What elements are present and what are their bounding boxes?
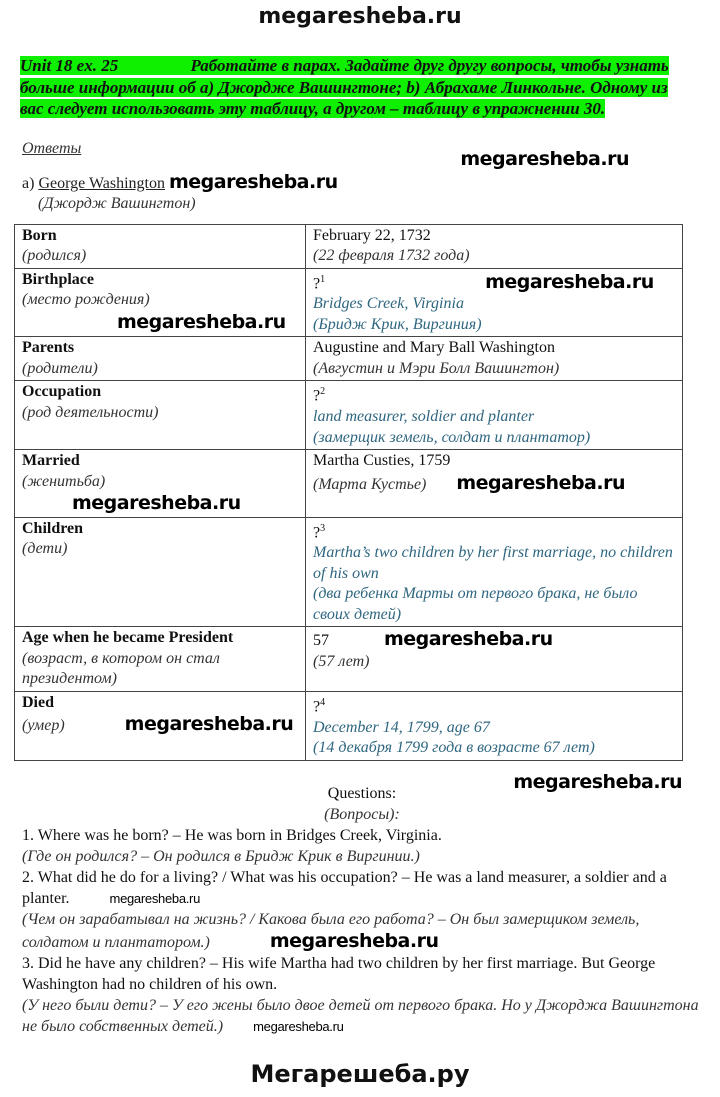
row-value-cell [306, 381, 683, 450]
questions-title-ru: (Вопросы): [324, 805, 400, 823]
row-key: Children [22, 519, 84, 537]
watermark: megaresheba.ru [72, 492, 241, 515]
row-value-ru: (Марта Кустье) [313, 475, 427, 493]
footnote-number: 1 [320, 273, 326, 285]
question-item [22, 867, 702, 953]
subject-prefix: a) [22, 174, 39, 192]
question-mark-text: ? [313, 698, 321, 716]
row-value-cell [306, 337, 683, 381]
table-row [15, 517, 683, 627]
row-value-ru: (22 февраля 1732 года) [313, 247, 470, 264]
row-key-ru: (родители) [22, 359, 98, 377]
task-unit: Unit 18 ex. 25 [20, 56, 119, 75]
biography-table [14, 224, 683, 761]
question-mark-text: ? [313, 523, 321, 541]
watermark: megaresheba.ru [456, 471, 625, 494]
row-value: 57 [313, 632, 329, 650]
task-instructions [20, 55, 695, 120]
row-key-cell [15, 337, 306, 381]
questions-section [22, 770, 702, 1037]
row-value: February 22, 1732 [313, 226, 431, 244]
row-value-ru: (два ребенка Марты от первого брака, не было своих детей) [313, 585, 638, 623]
row-key-cell [15, 517, 306, 627]
question-en: 1. Where was he born? – He was born in Bridges Creek, Virginia. [22, 826, 442, 844]
row-key-ru: (род деятельности) [22, 403, 159, 421]
watermark: megaresheba.ru [460, 147, 629, 170]
table-row [15, 381, 683, 450]
row-key: Occupation [22, 383, 102, 401]
row-key-ru: (дети) [22, 540, 68, 558]
row-key: Born [22, 226, 57, 244]
task-text: Работайте в парах. Задайте друг другу вопросы, чтобы узнать больше информации об a) Джордже Вашингтоне; b) Абрахаме Линкольне. Одному из вас следует использовать эту таблицу, а другом – таблицу в упражнении 30. [20, 56, 669, 118]
footer-brand: Мегарешеба.ру [250, 1059, 470, 1088]
table-row [15, 268, 683, 337]
site-header: megaresheba.ru [258, 4, 462, 29]
question-mark [313, 270, 675, 295]
table-row [15, 450, 683, 518]
row-value-cell [306, 691, 683, 760]
question-mark-text: ? [313, 274, 321, 292]
question-mark [313, 693, 675, 718]
row-key-cell [15, 268, 306, 337]
watermark: megaresheba.ru [513, 770, 682, 793]
watermark: megaresheba.ru [109, 890, 201, 906]
footnote-number: 4 [320, 696, 326, 708]
answers-heading: Ответы [22, 139, 82, 157]
row-key-ru: (возраст, в котором он стал президентом) [22, 649, 220, 688]
row-key-ru: (родился) [22, 247, 87, 264]
row-value-ru: (57 лет) [313, 652, 370, 670]
row-key-cell [15, 450, 306, 518]
answers-line [22, 136, 720, 170]
row-key-ru: (умер) [22, 717, 65, 735]
footnote-number: 3 [320, 522, 326, 534]
watermark: megaresheba.ru [124, 713, 294, 736]
question-mark [313, 519, 675, 544]
row-key-ru: (место рождения) [22, 291, 150, 308]
row-value: Martha’s two children by her first marriage, no children of his own [313, 544, 673, 582]
watermark: megaresheba.ru [168, 170, 338, 193]
row-key: Parents [22, 339, 75, 357]
footnote-number: 2 [320, 386, 326, 398]
row-value-ru: (14 декабря 1799 года в возрасте 67 лет) [313, 739, 595, 757]
row-value: Bridges Creek, Virginia [313, 295, 464, 313]
row-key-cell [15, 691, 306, 760]
question-mark-text: ? [313, 387, 321, 405]
watermark: megaresheba.ru [485, 270, 654, 293]
question-ru: (У него были дети? – У его жены было двое детей от первого брака. Но у Джорджа Вашингтона не было собственных детей.) [22, 996, 699, 1035]
row-key: Birthplace [22, 270, 94, 288]
questions-title: Questions: [327, 784, 397, 802]
row-value-ru: (Августин и Мэри Болл Вашингтон) [313, 359, 560, 377]
watermark: megaresheba.ru [253, 1018, 344, 1034]
question-mark [313, 382, 675, 407]
question-ru: (Чем он зарабатывал на жизнь? / Какова была его работа? – Он был замерщиком земель, солдатом и плантатором.) [22, 910, 640, 951]
row-key-cell [15, 381, 306, 450]
table-row [15, 337, 683, 381]
row-value-cell [306, 517, 683, 627]
watermark: megaresheba.ru [384, 628, 553, 651]
question-item [22, 953, 702, 1037]
question-en: 2. What did he do for a living? / What was his occupation? – He was a land measurer, a soldier and a planter. [22, 868, 667, 907]
watermark: megaresheba.ru [269, 929, 439, 952]
row-value-cell [306, 627, 683, 692]
row-key-cell [15, 224, 306, 268]
row-value-ru: (Бридж Крик, Виргиния) [313, 315, 482, 333]
row-key: Died [22, 693, 54, 711]
table-row [15, 691, 683, 760]
subject-name-ru: (Джордж Вашингтон) [38, 194, 196, 212]
subject-name: George Washington [38, 174, 165, 192]
table-row [15, 627, 683, 692]
subject-heading [22, 171, 720, 214]
row-key-ru: (женитьба) [22, 472, 106, 490]
row-key-cell [15, 627, 306, 692]
row-value: land measurer, soldier and planter [313, 408, 535, 426]
row-key: Married [22, 452, 80, 470]
table-row [15, 224, 683, 268]
question-item [22, 825, 702, 867]
row-key: Age when he became President [22, 629, 234, 647]
row-value-cell [306, 224, 683, 268]
row-value-cell [306, 268, 683, 337]
row-value-ru: (замерщик земель, солдат и плантатор) [313, 428, 591, 446]
question-en: 3. Did he have any children? – His wife Martha had two children by her first marriage. But George Washington had no children of his own. [22, 954, 656, 993]
row-value: Augustine and Mary Ball Washington [313, 339, 555, 357]
watermark: megaresheba.ru [117, 310, 286, 333]
question-ru: (Где он родился? – Он родился в Бридж Крик в Виргинии.) [22, 847, 420, 865]
row-value: December 14, 1799, age 67 [313, 718, 490, 736]
row-value: Martha Custies, 1759 [313, 452, 451, 470]
row-value-cell [306, 450, 683, 518]
